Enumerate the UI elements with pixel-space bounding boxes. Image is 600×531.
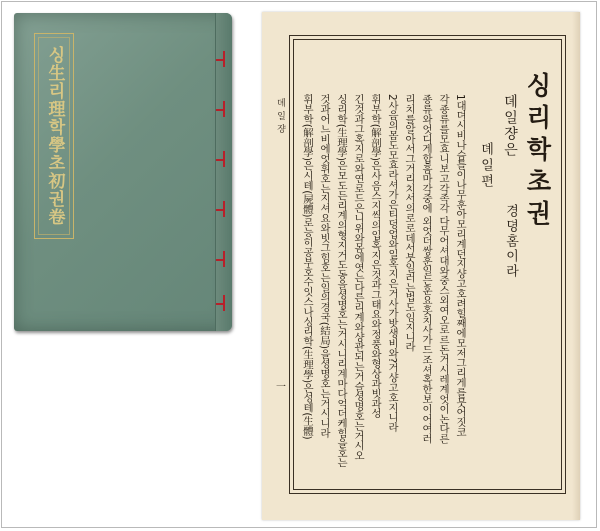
chapter-heading: 뎨일편 bbox=[478, 142, 493, 190]
text-column: 1대뎌시비나슴틀이나무훈아모리계던지샹고호려힐째에모저그리게를뭇어짓코 bbox=[454, 94, 466, 437]
binding-stitch bbox=[216, 159, 225, 161]
text-column: 긴것과그혹지로와연로드은니위와몸에엿는다른리계와샹관되는거슬셩명호는거시오 bbox=[352, 94, 364, 461]
page-number: 一 bbox=[276, 382, 286, 393]
text-column: 싱리학(生理學)은모도든리계의형지거도동을셩명호는거시니리계마다억더케힘을호는 bbox=[335, 94, 347, 468]
text-column: 죵류와엇디게합흠마각중에 외엇더쌍훈일는훈요홋치사가드조셔혹한보이어여러 bbox=[420, 94, 432, 444]
book-page bbox=[262, 12, 580, 520]
text-column: 휘부학(解剖學)은시톄(屍體)로능히공부호수잇스나싱리학(生理學)은성톄(生體) bbox=[301, 94, 313, 440]
page-side-label: 뎨일쟝 bbox=[275, 98, 285, 137]
binding-stitch bbox=[216, 259, 225, 261]
binding-stitch bbox=[216, 303, 225, 305]
subtitle-right: 뎨일쟝은 bbox=[502, 94, 518, 158]
cover-title-box bbox=[34, 33, 74, 239]
book-cover bbox=[14, 13, 232, 331]
text-column: 각죵류를모효니보고각족각 다무어셔대와중스외여오로르돈거시레계엇이논다른 bbox=[437, 94, 449, 444]
book-title: 싱리학초권 bbox=[523, 72, 552, 232]
page-text-frame bbox=[289, 35, 566, 494]
text-column: 휘부학(解剖學)은사음스지씩의입혹지은것과그태요와정풍와형상과빗과성 bbox=[369, 94, 381, 418]
book-spine bbox=[215, 13, 232, 331]
body-text bbox=[299, 94, 467, 499]
subtitle-left: 경뎡홈이라 bbox=[503, 204, 518, 279]
text-column: 것과어느비에엇휘호는지셔요와빗그힘호는일의경국(結局)을셩명호는거시니라 bbox=[318, 94, 330, 438]
binding-stitch bbox=[216, 59, 225, 61]
text-column: 리치를알아서그거리치서의로로데서붓일러는법도임지니라 bbox=[403, 94, 415, 352]
binding-stitch bbox=[216, 209, 225, 211]
cover-title: 싱生리理학學초初권卷 bbox=[44, 46, 65, 226]
text-column: 2사음의몸도모효라셔가은티덩업와일혹지은거사가밧생비와?거샹고호지니라 bbox=[386, 94, 398, 432]
binding-stitch bbox=[216, 109, 225, 111]
